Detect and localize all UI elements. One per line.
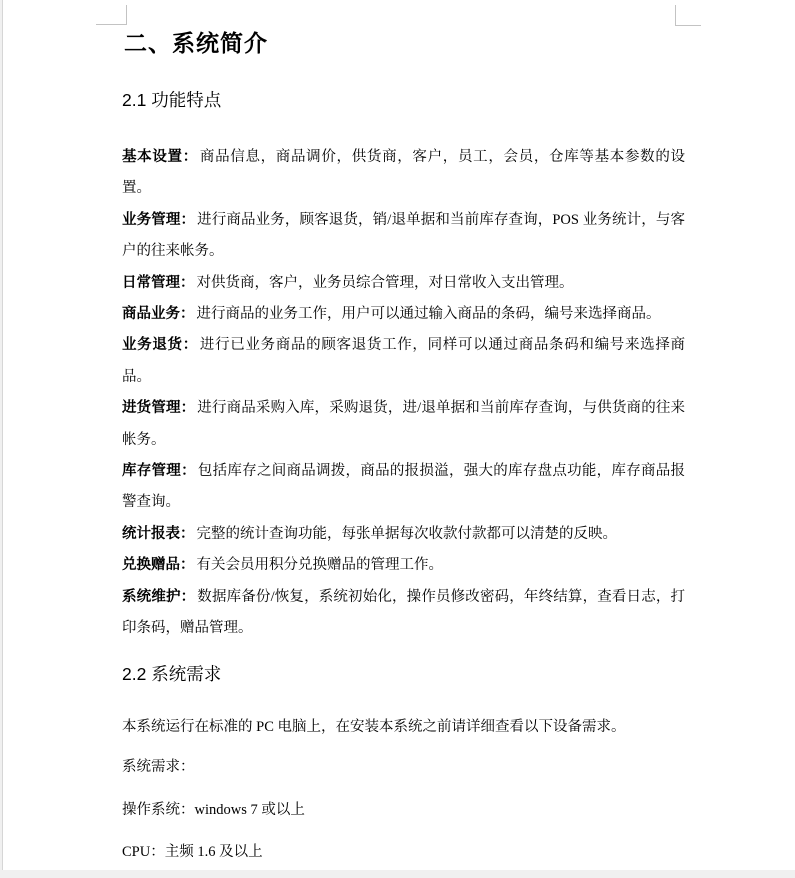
feature-paragraph — [122, 550, 685, 581]
feature-text: 完整的统计查询功能，每张单据每次收款付款都可以清楚的反映。 — [196, 525, 617, 542]
document-page — [2, 0, 795, 870]
feature-paragraph — [122, 330, 685, 393]
feature-label: 基本设置： — [122, 149, 198, 165]
feature-paragraph — [122, 393, 685, 456]
feature-text: 进行已业务商品的顾客退货工作，同样可以通过商品条码和编号来选择商品。 — [122, 337, 686, 385]
feature-text: 数据库备份/恢复，系统初始化，操作员修改密码，年终结算，查看日志，打印条码，赠品管理。 — [122, 588, 686, 637]
feature-paragraph — [122, 582, 685, 645]
feature-text: 进行商品的业务工作，用户可以通过输入商品的条码，编号来选择商品。 — [196, 306, 661, 323]
feature-label: 进货管理： — [122, 400, 196, 417]
heading-2-2-requirements: 2.2 系统需求 — [122, 664, 222, 684]
feature-label: 库存管理： — [122, 463, 196, 480]
feature-label: 业务退货： — [122, 337, 198, 354]
feature-text: 进行商品业务，顾客退货，销/退单据和当前库存查询，POS 业务统计，与客户的往来帐务。 — [122, 211, 685, 260]
feature-text: 对供货商，客户，业务员综合管理，对日常收入支出管理。 — [196, 274, 574, 291]
feature-label: 业务管理： — [122, 211, 196, 228]
feature-paragraph — [122, 142, 685, 205]
feature-paragraph — [122, 299, 685, 330]
feature-list — [122, 142, 685, 645]
section-title: 二、系统简介 — [124, 31, 268, 56]
requirement-cpu: CPU：主频 1.6 及以上 — [122, 844, 263, 860]
feature-text: 有关会员用积分兑换赠品的管理工作。 — [196, 557, 443, 574]
requirements-intro-paragraph: 本系统运行在标准的 PC 电脑上，在安装本系统之前请详细查看以下设备需求。 — [122, 719, 626, 735]
requirements-label: 系统需求： — [122, 759, 195, 775]
margin-crop-mark-left-icon — [96, 5, 127, 25]
feature-paragraph — [122, 519, 685, 550]
feature-label: 商品业务： — [122, 306, 195, 323]
feature-paragraph — [122, 268, 685, 299]
heading-2-1-features: 2.1 功能特点 — [122, 90, 222, 110]
margin-crop-mark-right-icon — [675, 5, 701, 26]
feature-text: 进行商品采购入库，采购退货，进/退单据和当前库存查询，与供货商的往来帐务。 — [122, 400, 686, 448]
feature-label: 统计报表： — [122, 525, 195, 542]
feature-label: 兑换赠品： — [122, 557, 195, 574]
feature-label: 系统维护： — [122, 588, 196, 605]
feature-text: 包括库存之间商品调拨，商品的报损溢，强大的库存盘点功能，库存商品报警查询。 — [122, 463, 686, 511]
feature-paragraph — [122, 205, 685, 268]
feature-label: 日常管理： — [122, 274, 195, 291]
feature-text: 商品信息，商品调价，供货商，客户，员工，会员，仓库等基本参数的设置。 — [122, 149, 686, 197]
feature-paragraph — [122, 456, 685, 519]
requirement-os: 操作系统：windows 7 或以上 — [122, 802, 305, 818]
